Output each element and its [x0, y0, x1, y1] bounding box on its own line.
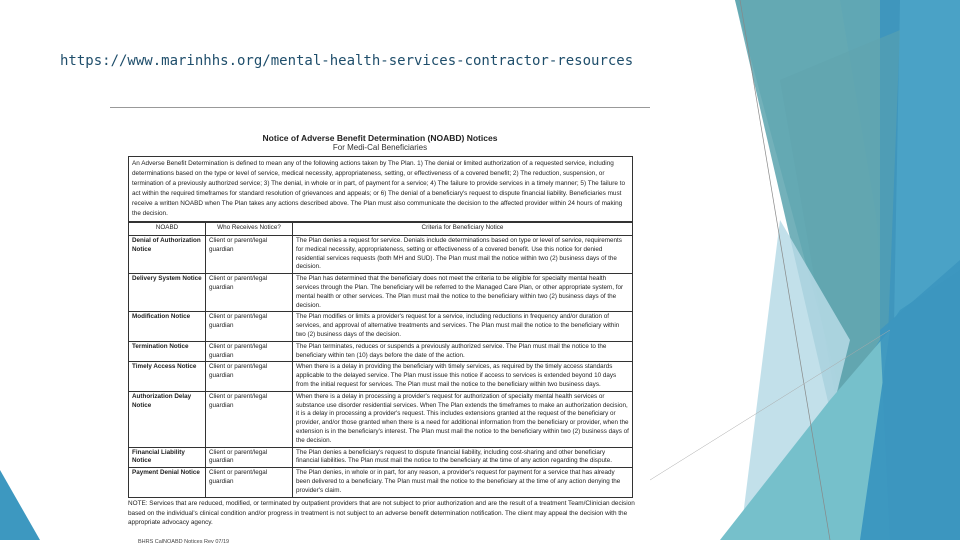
noabd-table — [128, 222, 633, 498]
table-row — [129, 468, 633, 497]
table-row — [129, 391, 633, 447]
noabd-cell: Financial Liability Notice — [129, 447, 206, 468]
header-noabd: NOABD — [129, 223, 206, 236]
table-row — [129, 236, 633, 274]
table-row — [129, 362, 633, 391]
criteria-cell: When there is a delay in processing a provider's request for authorization of specialty mental health services or substance use disorder residential services. When The Plan extends the timeframes to make an authorization decision, it is a delay in processing a provider's request. This includes extensions granted at the request of the beneficiary or provider, and/or those granted when there is a need for additional information from the beneficiary or provider, when the extension is in the beneficiary's interest. The Plan must mail the notice to the beneficiary within two (2) business days of the decision. — [293, 391, 633, 447]
who-cell: Client or parent/legal guardian — [206, 447, 293, 468]
table-row — [129, 312, 633, 341]
who-cell: Client or parent/legal guardian — [206, 391, 293, 447]
who-cell: Client or parent/legal guardian — [206, 362, 293, 391]
who-cell: Client or parent/legal guardian — [206, 341, 293, 362]
criteria-cell: The Plan has determined that the beneficiary does not meet the criteria to be eligible for specialty mental health services through the Plan. The beneficiary will be referred to the Managed Care Plan, or other appropriate system, for mental health or other services. The Plan must mail the notice to the beneficiary within two (2) business days of the decision. — [293, 274, 633, 312]
noabd-cell: Payment Denial Notice — [129, 468, 206, 497]
who-cell: Client or parent/legal guardian — [206, 236, 293, 274]
noabd-cell: Modification Notice — [129, 312, 206, 341]
noabd-cell: Termination Notice — [129, 341, 206, 362]
criteria-cell: The Plan denies a beneficiary's request to dispute financial liability, including cost-sharing and other beneficiary financial liabilities. The Plan must mail the notice to the beneficiary at the time of any action regarding the dispute. — [293, 447, 633, 468]
note-paragraph: NOTE: Services that are reduced, modified, or terminated by outpatient providers that are not subject to prior authorization and are the result of a treatment Team/Clinician decision based on the individual's clinical condition and/or progress in treatment is not subject to an adverse benefit determination notification. The client may appeal the decision with the appropriate advocacy agency. — [128, 500, 635, 526]
slide-url-title: https://www.marinhhs.org/mental-health-services-contractor-resources — [60, 53, 634, 69]
divider — [110, 107, 650, 108]
document-title: Notice of Adverse Benefit Determination (NOABD) Notices — [262, 133, 498, 143]
criteria-cell: The Plan denies, in whole or in part, for any reason, a provider's request for payment for a service that has already been delivered to a beneficiary. The Plan must mail the notice to the beneficiary at the time of any action denying the provider's claim. — [293, 468, 633, 497]
header-criteria: Criteria for Beneficiary Notice — [293, 223, 633, 236]
table-row — [129, 341, 633, 362]
criteria-cell: The Plan terminates, reduces or suspends a previously authorized service. The Plan must mail the notice to the beneficiary within ten (10) days before the date of the action. — [293, 341, 633, 362]
criteria-cell: The Plan denies a request for service. Denials include determinations based on type or level of service, requirements for medical necessity, appropriateness, setting or effectiveness of a covered benefit. Use this notice for denied residential services requests (both MH and SUD). The Plan must mail the notice within two (2) business days of the decision. — [293, 236, 633, 274]
who-cell: Client or parent/legal guardian — [206, 468, 293, 497]
noabd-cell: Timely Access Notice — [129, 362, 206, 391]
header-who: Who Receives Notice? — [206, 223, 293, 236]
table-row — [129, 274, 633, 312]
intro-paragraph: An Adverse Benefit Determination is defined to mean any of the following actions taken by The Plan. 1) The denial or limited authorization of a requested service, including determinations based on the type or level of service, medical necessity, appropriateness, setting, or effectiveness of a covered benefit; 2) The reduction, suspension, or termination of a previously authorized service; 3) The denial, in whole or in part, of payment for a service; 4) The failure to provide services in a timely manner; 5) The failure to act within the required timeframes for standard resolution of grievances and appeals; or 6) The denial of a beneficiary's request to dispute financial liability. Beneficiaries must receive a written NOABD when The Plan takes any actions described above. The Plan must also communicate the decision to the affected provider within 24 hours of making the decision. — [128, 156, 633, 222]
document-subtitle: For Medi-Cal Beneficiaries — [332, 143, 428, 152]
criteria-cell: The Plan modifies or limits a provider's request for a service, including reductions in frequency and/or duration of services, and approval of alternative treatments and services. The Plan must mail the notice to the beneficiary within two (2) business days of the decision. — [293, 312, 633, 341]
noabd-cell: Delivery System Notice — [129, 274, 206, 312]
scanned-document — [110, 105, 650, 545]
table-row — [129, 447, 633, 468]
table-header-row — [129, 223, 633, 236]
who-cell: Client or parent/legal guardian — [206, 274, 293, 312]
noabd-cell: Authorization Delay Notice — [129, 391, 206, 447]
who-cell: Client or parent/legal guardian — [206, 312, 293, 341]
document-footer: BHRS CalNOABD Notices Rev 07/19 — [138, 539, 230, 545]
noabd-cell: Denial of Authorization Notice — [129, 236, 206, 274]
criteria-cell: When there is a delay in providing the beneficiary with timely services, as required by the timely access standards applicable to the delayed service. The Plan must issue this notice if access to services is extended beyond 10 days from the initial request for services. The Plan must mail the notice to the beneficiary within two business days. — [293, 362, 633, 391]
